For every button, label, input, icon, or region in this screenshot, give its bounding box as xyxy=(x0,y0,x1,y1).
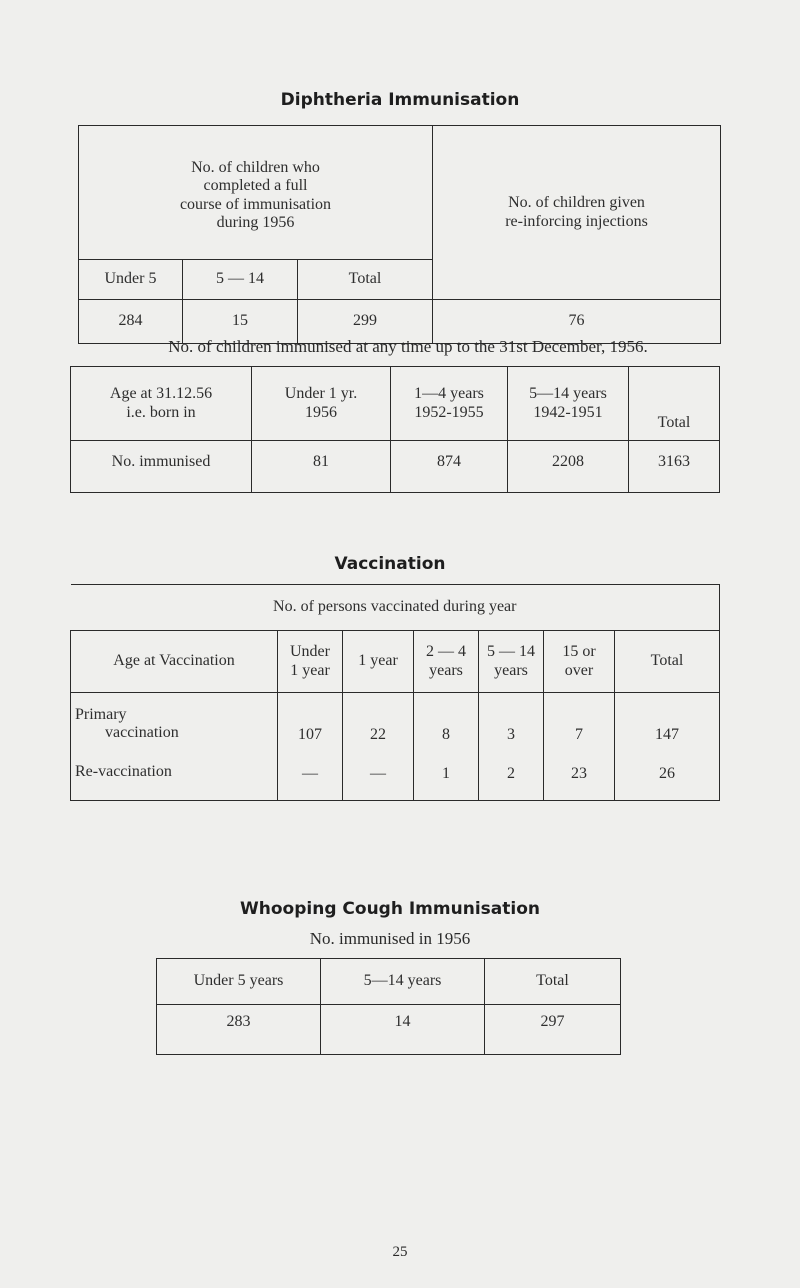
15-over-header: 15 or over xyxy=(544,631,615,693)
w-under5-header: Under 5 years xyxy=(157,959,321,1005)
immunised-total: 3163 xyxy=(629,441,720,493)
immunised-1-4: 874 xyxy=(391,441,508,493)
w-5-14-header: 5—14 years xyxy=(321,959,485,1005)
5-14-header: 5—14 years 1942-1951 xyxy=(508,367,629,441)
under1-header: Under 1 yr. 1956 xyxy=(252,367,391,441)
row-labels: Primary vaccination Re-vaccination xyxy=(71,693,278,801)
diphtheria-completed-table xyxy=(78,125,721,344)
w-total-val: 297 xyxy=(485,1005,621,1055)
immunised-under1: 81 xyxy=(252,441,391,493)
whooping-sub: No. immunised in 1956 xyxy=(309,929,471,948)
col-15-over: 7 23 xyxy=(544,693,615,801)
age-at-vaccination-header: Age at Vaccination xyxy=(71,631,278,693)
sub-under5: Under 5 xyxy=(79,260,183,300)
completed-course-header: No. of children who completed a full course of immunisation during 1956 xyxy=(79,126,433,260)
5-14-years-header: 5 — 14 years xyxy=(479,631,544,693)
1-4-header: 1—4 years 1952-1955 xyxy=(391,367,508,441)
col-2-4: 8 1 xyxy=(414,693,479,801)
col-1year: 22 — xyxy=(343,693,414,801)
whooping-table xyxy=(156,958,621,1055)
sub-5-14: 5 — 14 xyxy=(183,260,298,300)
age-header: Age at 31.12.56 i.e. born in xyxy=(71,367,252,441)
vaccination-heading: Vaccination xyxy=(334,554,446,574)
w-under5-val: 283 xyxy=(157,1005,321,1055)
col-under1: 107 — xyxy=(278,693,343,801)
vacc-total-header: Total xyxy=(615,631,720,693)
w-total-header: Total xyxy=(485,959,621,1005)
total-header: Total xyxy=(629,367,720,441)
2-4-years-header: 2 — 4 years xyxy=(414,631,479,693)
val-5-14: 15 xyxy=(183,300,298,344)
val-total: 299 xyxy=(298,300,433,344)
sub-total: Total xyxy=(298,260,433,300)
immunised-5-14: 2208 xyxy=(508,441,629,493)
page-number: 25 xyxy=(392,1244,408,1260)
reinforcing-header: No. of children given re-inforcing injections xyxy=(433,126,721,300)
immunised-by-age-table xyxy=(70,366,720,493)
col-total: 147 26 xyxy=(615,693,720,801)
1-year-header: 1 year xyxy=(343,631,414,693)
under1-year-header: Under 1 year xyxy=(278,631,343,693)
diphtheria-heading: Diphtheria Immunisation xyxy=(280,90,520,110)
immunised-caption: No. of children immunised at any time up to the 31st December, 1956. xyxy=(168,337,648,356)
immunised-label: No. immunised xyxy=(71,441,252,493)
vaccination-table xyxy=(70,584,720,801)
vaccination-title: No. of persons vaccinated during year xyxy=(71,585,720,631)
col-5-14: 3 2 xyxy=(479,693,544,801)
whooping-heading: Whooping Cough Immunisation xyxy=(240,899,540,919)
w-5-14-val: 14 xyxy=(321,1005,485,1055)
val-reinforcing: 76 xyxy=(433,300,721,344)
val-under5: 284 xyxy=(79,300,183,344)
